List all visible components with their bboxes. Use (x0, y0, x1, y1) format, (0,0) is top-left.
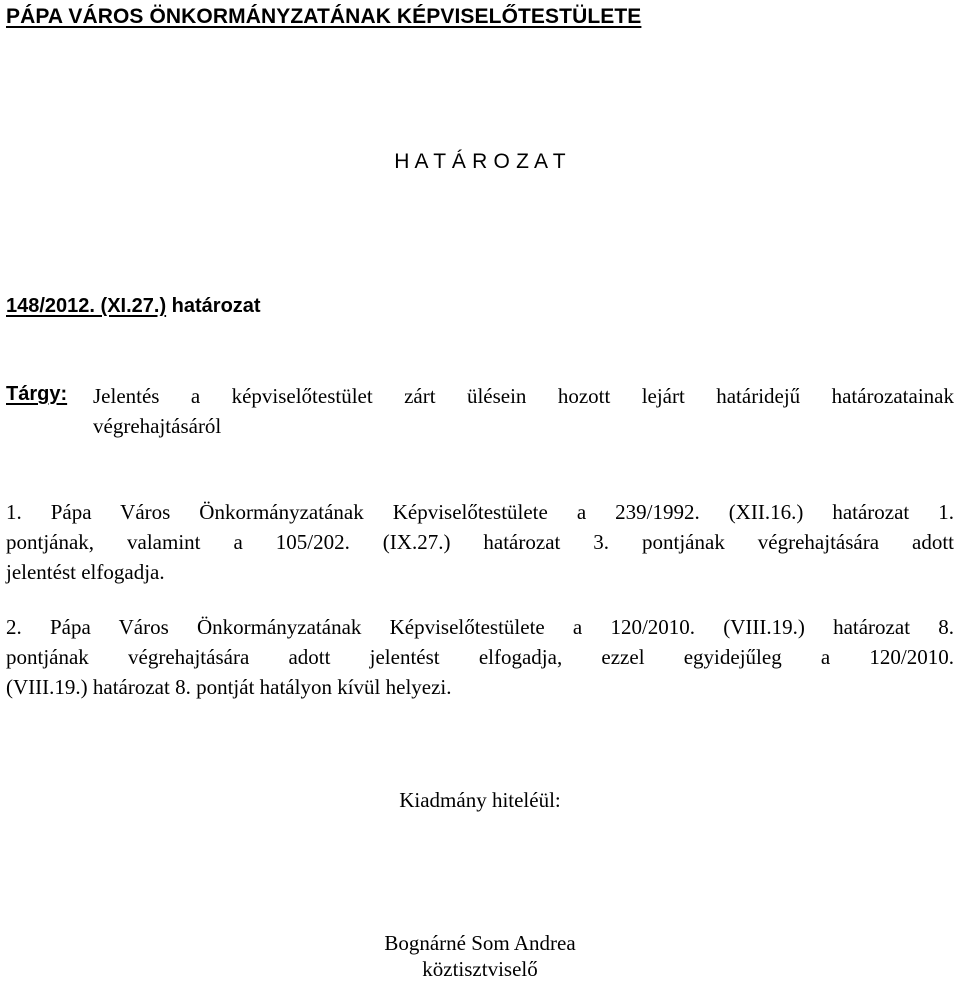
point-line: jelentést elfogadja. (6, 560, 165, 584)
resolution-number-suffix: határozat (166, 295, 261, 317)
document-type-title: H A T Á R O Z A T (394, 150, 566, 173)
point-line: 2. Pápa Város Önkormányzatának Képviselőtestülete a 120/2010. (VIII.19.) határozat 8. (6, 615, 954, 639)
signer-title: köztisztviselő (422, 957, 538, 981)
point-line: pontjának végrehajtására adott jelentést elfogadja, ezzel egyidejűleg a 120/2010. (6, 645, 954, 669)
subject-text (93, 381, 954, 441)
point-line: pontjának, valamint a 105/202. (IX.27.) határozat 3. pontjának végrehajtására adott (6, 530, 954, 554)
subject-label: Tárgy: (6, 383, 68, 405)
certification-label: Kiadmány hiteléül: (399, 788, 561, 812)
resolution-point-2 (6, 612, 954, 702)
subject-line: végrehajtásáról (93, 414, 222, 438)
resolution-number (6, 295, 261, 318)
subject-line: Jelentés a képviselőtestület zárt ülésein hozott lejárt határidejű határozatainak (93, 384, 954, 408)
resolution-point-1 (6, 497, 954, 587)
resolution-number-code: 148/2012. (XI.27.) (6, 295, 167, 317)
point-line: (VIII.19.) határozat 8. pontját hatályon kívül helyezi. (6, 675, 452, 699)
point-line: 1. Pápa Város Önkormányzatának Képviselőtestülete a 239/1992. (XII.16.) határozat 1. (6, 500, 954, 524)
signer-name: Bognárné Som Andrea (384, 931, 576, 955)
institution-header: PÁPA VÁROS ÖNKORMÁNYZATÁNAK KÉPVISELŐTESTÜLETE (6, 5, 642, 28)
